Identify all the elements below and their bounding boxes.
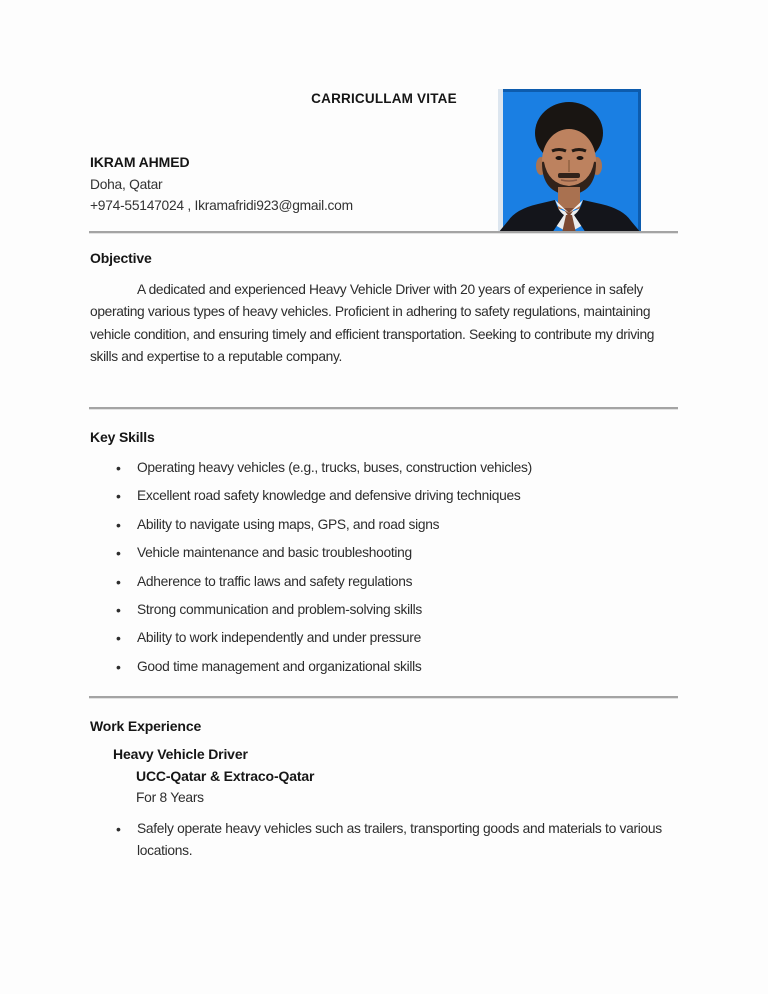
list-item: • Operating heavy vehicles (e.g., trucks, buses, construction vehicles) [90,458,665,478]
job-title: Heavy Vehicle Driver [113,746,248,762]
person-name: IKRAM AHMED [90,154,190,170]
person-location: Doha, Qatar [90,176,163,192]
person-contact: +974-55147024 , Ikramafridi923@gmail.com [90,198,353,213]
key-skills-list [90,458,665,685]
document-title: CARRICULLAM VITAE [311,91,457,106]
section-divider [89,696,678,699]
list-item: • Vehicle maintenance and basic troubleshooting [90,543,665,563]
portrait-photo-graphic [498,89,641,233]
key-skills-heading: Key Skills [90,429,155,445]
list-item: • Ability to work independently and under pressure [90,628,665,648]
list-item: • Safely operate heavy vehicles such as trailers, transporting goods and materials to various locations. [90,818,697,862]
candidate-photo [498,89,641,233]
list-item: • Ability to navigate using maps, GPS, and road signs [90,515,665,535]
work-experience-bullets [90,818,685,862]
identity-block [90,152,353,217]
job-company: UCC-Qatar & Extraco-Qatar [136,767,315,784]
list-item: • Strong communication and problem-solving skills [90,600,665,620]
objective-heading: Objective [90,250,152,266]
list-item: • Adherence to traffic laws and safety regulations [90,572,665,592]
list-item: • Excellent road safety knowledge and defensive driving techniques [90,486,665,506]
section-divider [89,407,678,410]
section-divider [89,231,678,234]
job-duration: For 8 Years [136,790,204,805]
work-experience-heading: Work Experience [90,718,202,734]
objective-paragraph: A dedicated and experienced Heavy Vehicle Driver with 20 years of experience in safely operating various types of heavy vehicles. Proficient in adhering to safety regulations, maintaining vehicle condition, and ensuring timely and efficient transportation. Seeking to contribute my driving skills and expertise to a reputable company. [90,282,655,364]
list-item: • Good time management and organizational skills [90,657,665,677]
job-block [113,744,314,809]
